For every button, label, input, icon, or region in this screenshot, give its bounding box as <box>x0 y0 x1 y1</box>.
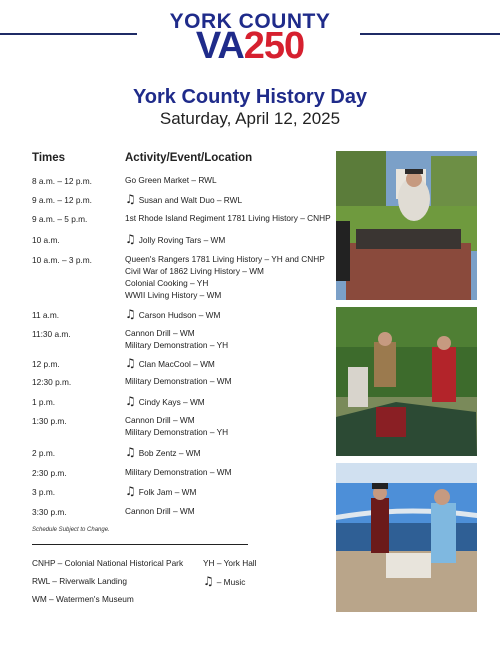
activity-line <box>125 426 228 438</box>
activity-text: WWII Living History – WM <box>125 290 222 300</box>
legend-yh: YH – York Hall <box>203 558 257 568</box>
schedule-activity <box>125 253 325 301</box>
activity-text: Queen's Rangers 1781 Living History – YH and CNHP <box>125 254 325 264</box>
activity-line <box>125 265 325 277</box>
music-note-icon: ♫ <box>125 232 136 246</box>
schedule-time: 3:30 p.m. <box>32 507 67 517</box>
schedule-time: 1:30 p.m. <box>32 416 67 426</box>
schedule-time: 2:30 p.m. <box>32 468 67 478</box>
schedule-activity <box>125 308 220 321</box>
activity-text: Military Demonstration – WM <box>125 467 232 477</box>
header-activity: Activity/Event/Location <box>125 152 253 164</box>
activity-text: Susan and Walt Duo – RWL <box>138 195 243 205</box>
schedule-time: 11 a.m. <box>32 310 60 320</box>
logo-250: 250 <box>243 25 305 67</box>
schedule-activity <box>125 466 232 478</box>
music-note-icon: ♫ <box>125 307 136 321</box>
legend-cnhp: CNHP – Colonial National Historical Park <box>32 558 184 568</box>
schedule-activity <box>125 375 232 387</box>
schedule-time: 12 p.m. <box>32 359 60 369</box>
activity-line <box>125 308 220 321</box>
schedule-note: Schedule Subject to Change. <box>32 527 110 533</box>
schedule-activity <box>125 485 196 498</box>
logo-york-county: YORK COUNTY <box>169 10 331 33</box>
activity-text: 1st Rhode Island Regiment 1781 Living History – CNHP <box>125 213 331 223</box>
activity-line <box>125 357 215 370</box>
activity-line <box>125 327 228 339</box>
legend-music <box>203 574 245 588</box>
music-note-icon: ♫ <box>125 356 136 370</box>
logo-va: VA <box>195 25 244 67</box>
legend-rwl: RWL – Riverwalk Landing <box>32 576 127 586</box>
music-note-icon: ♫ <box>125 192 136 206</box>
schedule-activity <box>125 414 228 438</box>
schedule-time: 2 p.m. <box>32 448 56 458</box>
activity-line <box>125 193 242 206</box>
activity-text: Jolly Roving Tars – WM <box>138 235 226 245</box>
activity-line <box>125 446 201 459</box>
page-date: Saturday, April 12, 2025 <box>159 109 341 128</box>
activity-line <box>125 395 205 408</box>
photo-living-history-table <box>336 151 477 300</box>
activity-text: Military Demonstration – WM <box>125 376 232 386</box>
activity-line <box>125 339 228 351</box>
activity-line <box>125 289 325 301</box>
schedule-time: 9 a.m. – 12 p.m. <box>32 195 92 205</box>
activity-text: Bob Zentz – WM <box>138 448 201 458</box>
activity-text: Cannon Drill – WM <box>125 328 195 338</box>
schedule-activity <box>125 505 195 517</box>
activity-line <box>125 485 196 498</box>
photo-bridge-reenactor <box>336 463 477 612</box>
schedule-activity <box>125 446 201 459</box>
activity-text: Colonial Cooking – YH <box>125 278 209 288</box>
activity-text: Carson Hudson – WM <box>138 310 221 320</box>
schedule-activity <box>125 174 217 186</box>
music-note-icon: ♫ <box>203 574 214 588</box>
schedule-activity <box>125 327 228 351</box>
header-times: Times <box>32 152 66 164</box>
activity-line <box>125 253 325 265</box>
legend-music-label: – Music <box>216 577 246 587</box>
schedule-time: 10 a.m. <box>32 235 60 245</box>
legend-wm: WM – Watermen's Museum <box>32 594 134 604</box>
activity-text: Military Demonstration – YH <box>125 340 229 350</box>
activity-text: Civil War of 1862 Living History – WM <box>125 266 264 276</box>
music-note-icon: ♫ <box>125 394 136 408</box>
activity-text: Go Green Market – RWL <box>125 175 217 185</box>
activity-text: Military Demonstration – YH <box>125 427 229 437</box>
activity-text: Cannon Drill – WM <box>125 415 195 425</box>
activity-line <box>125 505 195 517</box>
music-note-icon: ♫ <box>125 445 136 459</box>
schedule-time: 3 p.m. <box>32 487 56 497</box>
activity-line <box>125 414 228 426</box>
activity-text: Cannon Drill – WM <box>125 506 195 516</box>
schedule-activity <box>125 212 331 224</box>
legend-divider <box>32 544 248 545</box>
logo-va250 <box>0 26 500 66</box>
schedule-activity <box>125 395 205 408</box>
page-title: York County History Day <box>132 86 368 108</box>
activity-line <box>125 212 331 224</box>
schedule-time: 10 a.m. – 3 p.m. <box>32 255 92 265</box>
schedule-time: 11:30 a.m. <box>32 329 71 339</box>
schedule-time: 9 a.m. – 5 p.m. <box>32 214 88 224</box>
activity-text: Clan MacCool – WM <box>138 359 215 369</box>
schedule-time: 8 a.m. – 12 p.m. <box>32 176 92 186</box>
activity-line <box>125 233 225 246</box>
activity-text: Cindy Kays – WM <box>138 397 205 407</box>
music-note-icon: ♫ <box>125 484 136 498</box>
schedule-activity <box>125 193 242 206</box>
activity-line <box>125 277 325 289</box>
schedule-activity <box>125 357 215 370</box>
activity-text: Folk Jam – WM <box>138 487 197 497</box>
schedule-time: 1 p.m. <box>32 397 56 407</box>
schedule-activity <box>125 233 225 246</box>
activity-line <box>125 466 232 478</box>
activity-line <box>125 174 217 186</box>
photo-reenactors-group <box>336 307 477 456</box>
activity-line <box>125 375 232 387</box>
schedule-time: 12:30 p.m. <box>32 377 72 387</box>
